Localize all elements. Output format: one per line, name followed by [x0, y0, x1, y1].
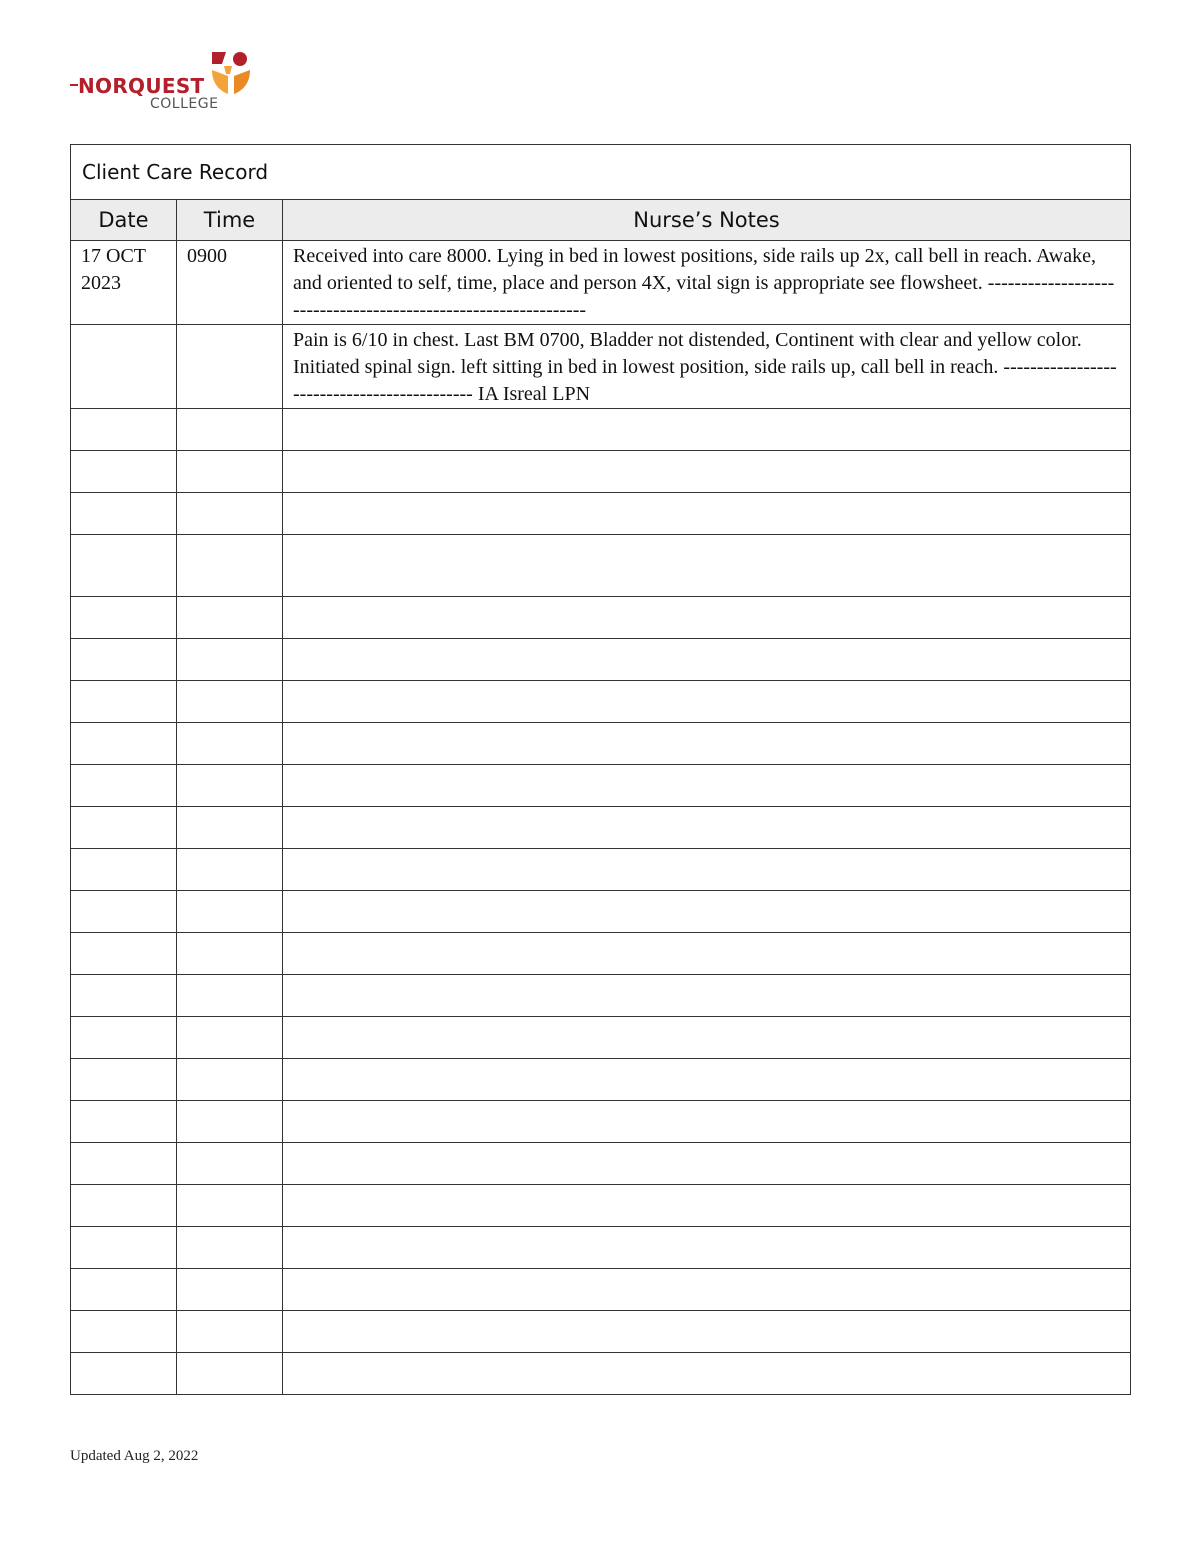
table-row — [71, 325, 1131, 409]
table-row — [71, 681, 1131, 723]
table-row — [71, 723, 1131, 765]
table-row — [71, 1227, 1131, 1269]
table-row — [71, 807, 1131, 849]
updated-date-footer: Updated Aug 2, 2022 — [70, 1448, 199, 1464]
entry-time: 0900 — [177, 241, 283, 325]
table-row — [71, 535, 1131, 597]
logo-name: NORQUEST — [78, 74, 205, 98]
entry-note: Pain is 6/10 in chest. Last BM 0700, Bladder not distended, Continent with clear and yellow color. Initiated spinal sign. left sitting in bed in lowest position, side rails up, call bell in reach. -------------------------------------------- IA Isreal LPN — [283, 325, 1131, 409]
table-row — [71, 933, 1131, 975]
logo-mark-icon — [210, 50, 252, 96]
entry-date — [71, 325, 177, 409]
table-row — [71, 493, 1131, 535]
table-row — [71, 1311, 1131, 1353]
table-row — [71, 241, 1131, 325]
table-row — [71, 1185, 1131, 1227]
table-row — [71, 1143, 1131, 1185]
entry-time — [177, 325, 283, 409]
logo-subtitle: COLLEGE — [150, 96, 219, 112]
logo-dash — [70, 84, 78, 86]
table-row — [71, 849, 1131, 891]
table-row — [71, 975, 1131, 1017]
table-row — [71, 1353, 1131, 1395]
table-row — [71, 1059, 1131, 1101]
table-row — [71, 597, 1131, 639]
column-header-time: Time — [177, 200, 283, 241]
column-header-notes: Nurse’s Notes — [283, 200, 1131, 241]
record-title: Client Care Record — [71, 145, 1131, 200]
table-row — [71, 891, 1131, 933]
table-row — [71, 1101, 1131, 1143]
table-row — [71, 765, 1131, 807]
table-row — [71, 639, 1131, 681]
client-care-record-table — [70, 144, 1131, 1395]
table-row — [71, 1269, 1131, 1311]
table-row — [71, 451, 1131, 493]
table-row — [71, 1017, 1131, 1059]
entry-note: Received into care 8000. Lying in bed in lowest positions, side rails up 2x, call bell in reach. Awake, and oriented to self, time, place and person 4X, vital sign is appropriate see flowsheet. --------------------------------------------------------------- — [283, 241, 1131, 325]
column-header-date: Date — [71, 200, 177, 241]
entry-date: 17 OCT 2023 — [71, 241, 177, 325]
table-row — [71, 409, 1131, 451]
norquest-college-logo — [70, 50, 260, 120]
